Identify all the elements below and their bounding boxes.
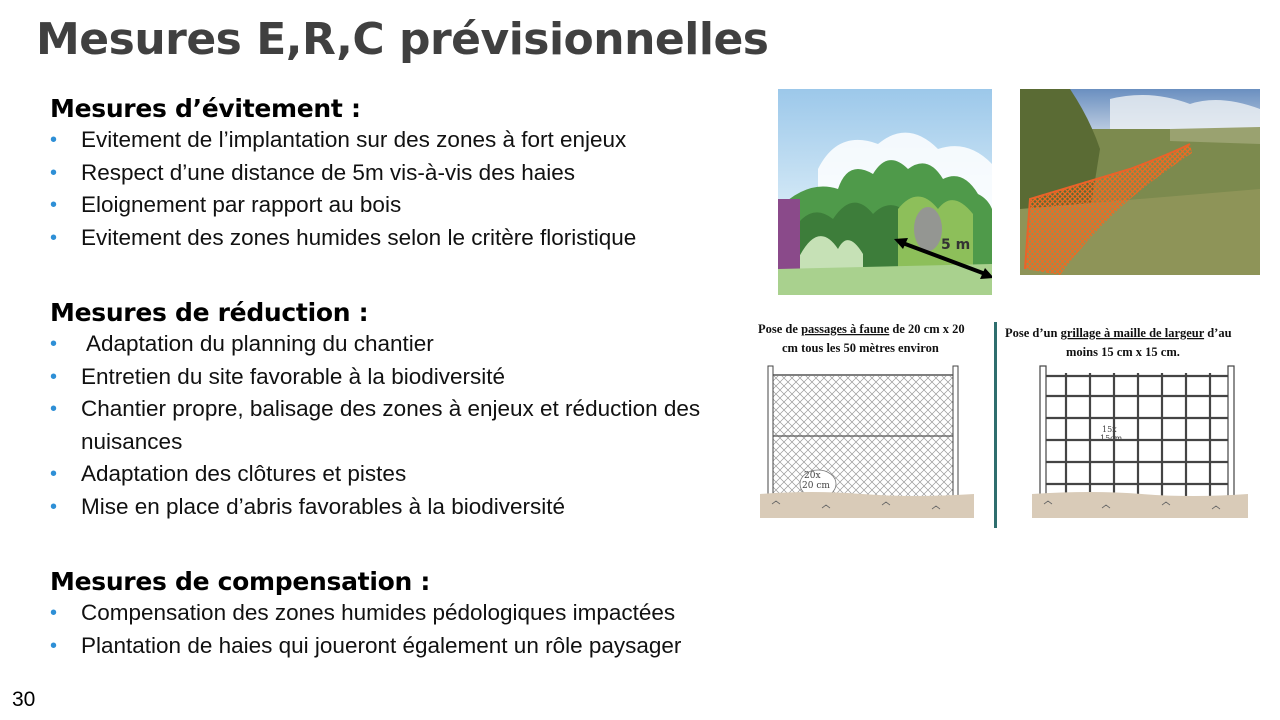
diagram-divider [994,322,997,528]
bullet-icon: • [50,161,58,184]
svg-text:Pose d’un grillage à maille de: Pose d’un grillage à maille de largeur d’au [1005,326,1232,340]
list-item: • Evitement des zones humides selon le critère floristique [50,222,780,255]
bullet-icon: • [50,495,58,518]
bullet-icon: • [50,226,58,249]
bullet-icon: • [50,463,58,485]
bullet-icon: • [50,333,58,355]
section-heading: Mesures de réduction : [50,298,369,327]
mesh-fence-diagram [1002,318,1264,524]
list-item: • Adaptation des clôtures et pistes [50,458,780,491]
section-evitement [50,94,780,254]
wildlife-passage-diagram [752,318,988,524]
bullet-icon: • [50,398,58,420]
svg-text:20 cm: 20 cm [802,481,830,491]
svg-text:cm tous les 50 mètres environ: cm tous les 50 mètres environ [782,341,939,355]
svg-text:15x: 15x [1102,425,1117,434]
list-item: • Compensation des zones humides pédologiques impactées [50,597,780,630]
svg-text:15cm: 15cm [1100,434,1123,443]
svg-text:moins 15 cm x 15 cm.: moins 15 cm x 15 cm. [1066,345,1180,359]
orange-fence-photo [1020,89,1260,275]
page-number: 30 [12,688,36,711]
bullet-icon: • [50,194,58,216]
list-item: • Respect d’une distance de 5m vis-à-vis des haies [50,157,780,190]
section-reduction [50,298,780,523]
list-item: • Eloignement par rapport au bois [50,189,780,222]
list-item: • Chantier propre, balisage des zones à enjeux et réduction des nuisances [50,393,755,458]
page-title: Mesures E,R,C prévisionnelles [36,14,769,65]
list-item: • Entretien du site favorable à la biodiversité [50,361,780,394]
list-item: • Adaptation du planning du chantier [50,328,780,361]
hedge-watercolor-image [778,89,992,295]
bullet-icon: • [50,129,58,151]
bullet-icon: • [50,365,58,388]
svg-text:Pose de passages à faune de 20: Pose de passages à faune de 20 cm x 20 [758,322,965,336]
section-heading: Mesures de compensation : [50,567,431,596]
list-item: • Evitement de l’implantation sur des zones à fort enjeux [50,124,780,157]
bullet-list [50,597,780,662]
bullet-icon: • [50,634,58,657]
bullet-list [50,328,780,523]
bullet-icon: • [50,602,58,624]
list-item: • Plantation de haies qui joueront également un rôle paysager [50,630,690,663]
distance-label: 5 m [941,237,971,253]
bullet-list [50,124,780,254]
svg-text:20x: 20x [804,471,821,481]
section-compensation [50,567,780,662]
list-item: • Mise en place d’abris favorables à la biodiversité [50,491,780,524]
section-heading: Mesures d’évitement : [50,94,361,123]
